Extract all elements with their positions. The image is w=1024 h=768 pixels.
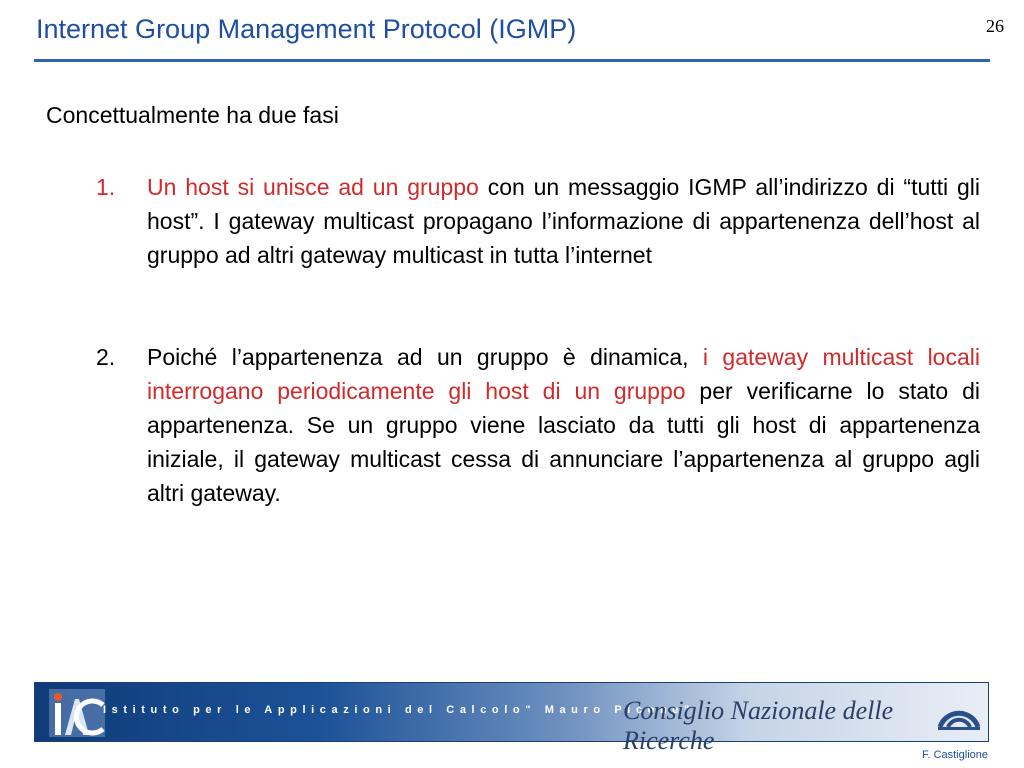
cnr-name: Consiglio Nazionale delle Ricerche: [623, 696, 894, 755]
page-number: 26: [986, 16, 1004, 36]
intro-text: Concettualmente ha due fasi: [46, 102, 339, 128]
iac-logo-icon: [49, 689, 105, 737]
item-highlight: i gateway multicast locali interrogano periodicamente gli host di un gruppo: [147, 344, 980, 404]
item-number: 1.: [96, 174, 116, 200]
item-body: [147, 170, 980, 272]
item-highlight: Un host si unisce ad un gruppo: [147, 174, 479, 200]
title-divider: [34, 59, 990, 62]
item-text: con un messaggio IGMP all’indirizzo di “tutti gli host”. I gateway multicast propagano l’informazione di appartenenza dell’host al gruppo ad altri gateway multicast in tutta l’internet: [147, 174, 981, 268]
item-text: per verificarne lo stato di appartenenza. Se un gruppo viene lasciato da tutti gli host di appartenenza iniziale, il gateway multicast cessa di annunciare l’appartenenza al gruppo agli altri gateway.: [147, 378, 980, 506]
list-item-1: [96, 170, 980, 272]
cnr-logo-icon: [934, 693, 984, 733]
institute-name: Istituto per le Applicazioni del Calcolo" Mauro Picone": [103, 704, 695, 716]
slide-title: Internet Group Management Protocol (IGMP): [36, 14, 577, 44]
list-item-2: [96, 340, 980, 510]
item-text-pre: Poiché l’appartenenza ad un gruppo è dinamica,: [147, 344, 703, 370]
item-number: 2.: [96, 344, 116, 370]
author-credit: F. Castiglione: [921, 749, 988, 761]
item-body: [147, 340, 980, 510]
